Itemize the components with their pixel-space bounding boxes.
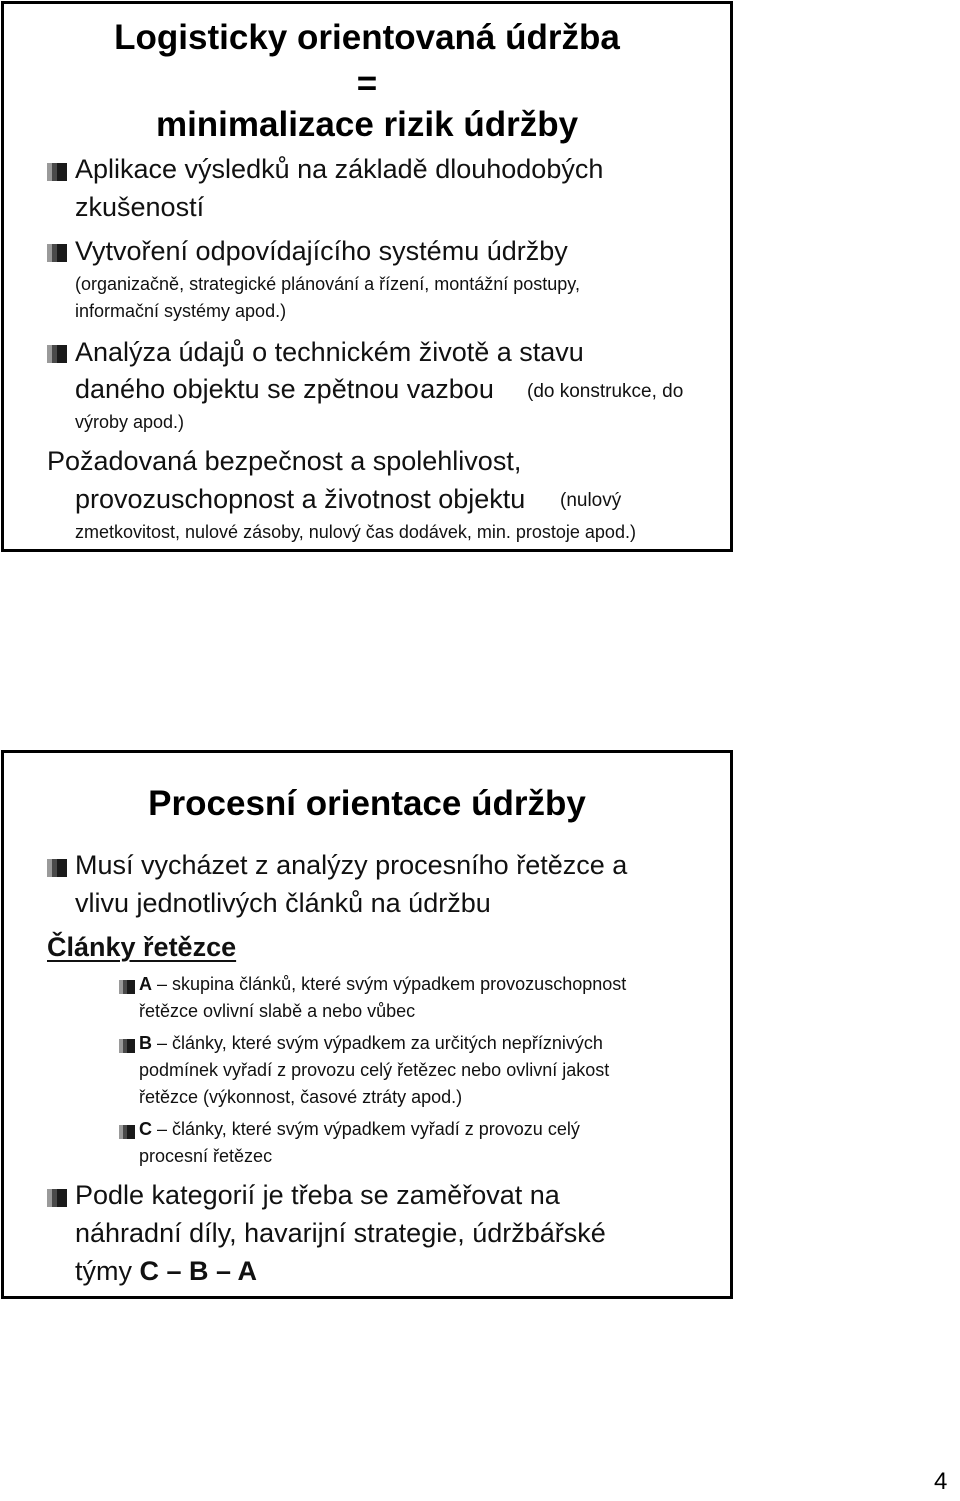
category-key: B — [139, 1033, 152, 1053]
paragraph-text: provozuschopnost a životnost objektu — [75, 484, 526, 514]
paragraph-text: Požadovaná bezpečnost a spolehlivost, — [47, 446, 522, 476]
slide-title-line-2: = — [356, 64, 378, 103]
bullet-text: zkušeností — [75, 192, 205, 222]
bullet-text — [75, 1256, 257, 1287]
bullet-text: Aplikace výsledků na základě dlouhodobých — [75, 154, 604, 184]
paragraph-subtext: (nulový — [560, 490, 622, 511]
category-description: – skupina článků, které svým výpadkem provozuschopnost — [157, 974, 627, 994]
square-bullet-icon — [119, 980, 135, 994]
bullet-text: Podle kategorií je třeba se zaměřovat na — [75, 1180, 560, 1210]
chain-item-text: řetězce (výkonnost, časové ztráty apod.) — [139, 1087, 463, 1107]
bullet-text-prefix: týmy — [75, 1256, 132, 1286]
slide-title: Procesní orientace údržby — [148, 784, 586, 823]
slide-logistics-maintenance — [1, 1, 733, 552]
square-bullet-icon — [47, 163, 67, 181]
category-description: – články, které svým výpadkem za určitých nepříznivých — [157, 1033, 603, 1053]
bullet-subtext: (do konstrukce, do — [527, 381, 684, 402]
square-bullet-icon — [47, 1189, 67, 1207]
bullet-subtext: (organizačně, strategické plánování a řízení, montážní postupy, — [75, 274, 580, 294]
square-bullet-icon — [47, 859, 67, 877]
category-description: – články, které svým výpadkem vyřadí z provozu celý — [157, 1119, 580, 1139]
bullet-text: Musí vycházet z analýzy procesního řetězce a — [75, 850, 628, 880]
team-order: C – B – A — [139, 1256, 258, 1286]
bullet-subtext: výroby apod.) — [75, 412, 185, 432]
paragraph-subtext: zmetkovitost, nulové zásoby, nulový čas dodávek, min. prostoje apod.) — [75, 522, 636, 542]
category-key: C — [139, 1119, 152, 1139]
bullet-text: daného objektu se zpětnou vazbou — [75, 374, 494, 404]
square-bullet-icon — [119, 1039, 135, 1053]
chain-item-text — [139, 1119, 580, 1140]
chain-item-text — [139, 974, 626, 995]
bullet-text: Vytvoření odpovídajícího systému údržby — [75, 236, 568, 266]
square-bullet-icon — [47, 244, 67, 262]
slide-title-line-3: minimalizace rizik údržby — [155, 105, 579, 144]
slide-process-orientation — [1, 750, 733, 1299]
chain-item-text — [139, 1033, 603, 1054]
bullet-subtext: informační systémy apod.) — [75, 301, 287, 321]
slide-title-line-1: Logisticky orientovaná údržba — [114, 18, 620, 57]
category-key: A — [139, 974, 152, 994]
bullet-text: vlivu jednotlivých článků na údržbu — [75, 888, 491, 918]
bullet-text: náhradní díly, havarijní strategie, údržbářské — [75, 1218, 606, 1248]
chain-item-text: řetězce ovlivní slabě a nebo vůbec — [139, 1001, 416, 1021]
section-heading: Články řetězce — [47, 932, 237, 962]
chain-item-text: podmínek vyřadí z provozu celý řetězec nebo ovlivní jakost — [139, 1060, 610, 1080]
square-bullet-icon — [119, 1125, 135, 1139]
square-bullet-icon — [47, 345, 67, 363]
chain-item-text: procesní řetězec — [139, 1146, 273, 1166]
bullet-text: Analýza údajů o technickém životě a stavu — [75, 337, 584, 367]
page-number: 4 — [934, 1468, 948, 1495]
